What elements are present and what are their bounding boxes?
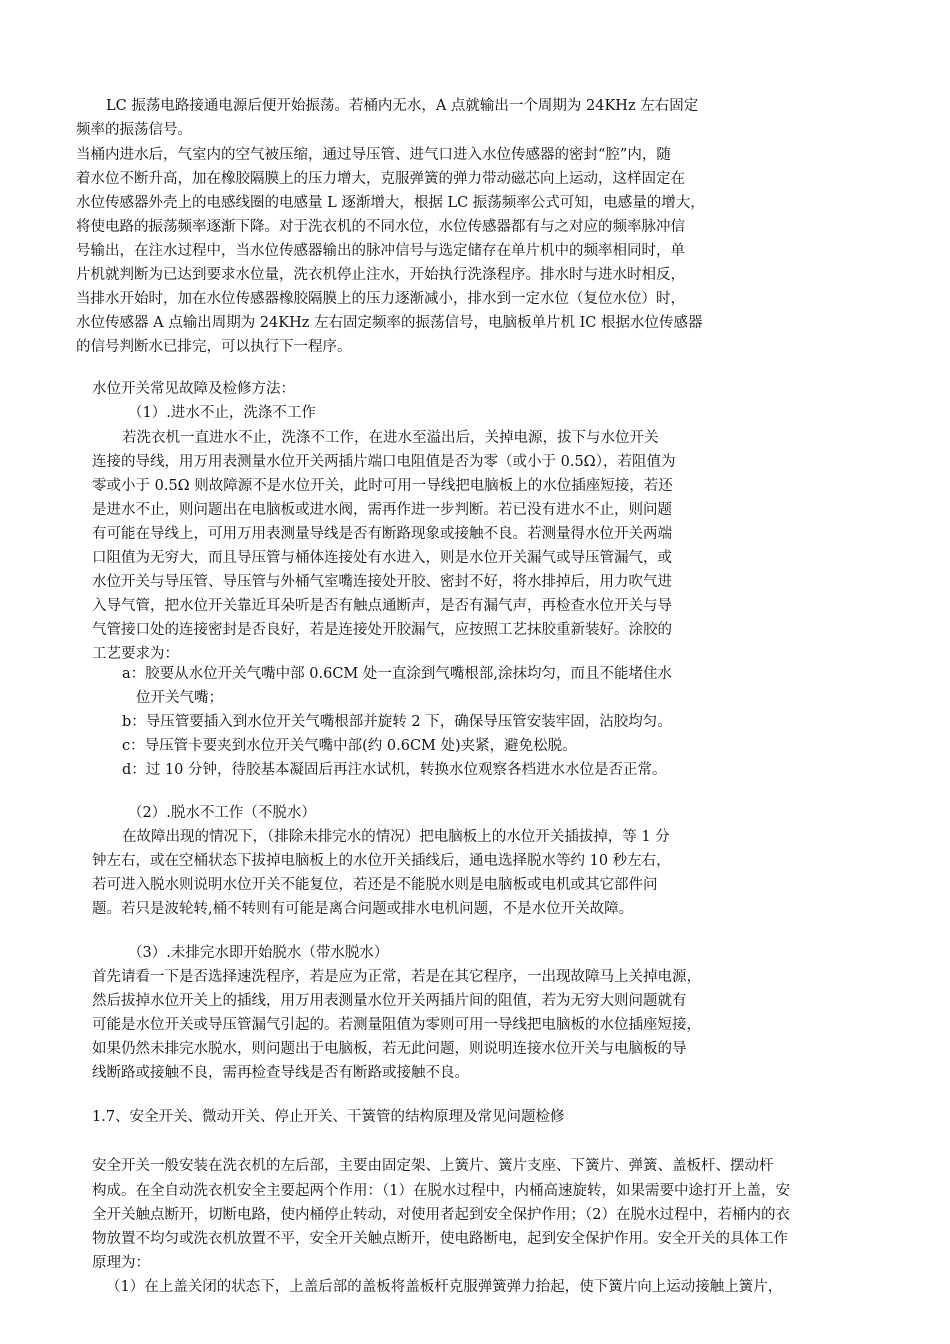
fault2-line-1: 在故障出现的情况下，（排除未排完水的情况）把电脑板上的水位开关插拔掉，等 1 分: [122, 829, 670, 845]
fault3-line-3: 可能是水位开关或导压管漏气引起的。若测量阻值为零则可用一导线把电脑板的水位插座短接，: [92, 1017, 701, 1033]
section-1-7-line-6: （1）在上盖关闭的状态下，上盖后部的盖板将盖板杆克服弹簧弹力抬起，使下簧片向上运动接触上簧片，: [106, 1279, 783, 1295]
fault3-line-2: 然后拔掉水位开关上的插线，用万用表测量水位开关两插片间的阻值，若为无穷大则问题就有: [92, 993, 687, 1009]
intro-line-11: 的信号判断水已排完，可以执行下一程序。: [76, 339, 352, 355]
fault1-line-7: 水位开关与导压管、导压管与外桶气室嘴连接处开胶、密封不好，将水排掉后，用力吹气进: [92, 574, 672, 590]
fault1-line-3: 零或小于 0.5Ω 则故障源不是水位开关，此时可用一导线把电脑板上的水位插座短接，若还: [92, 478, 673, 494]
faults-heading: 水位开关常见故障及检修方法：: [92, 381, 295, 397]
fault1-line-8: 入导气管，把水位开关靠近耳朵听是否有触点通断声，是否有漏气声，再检查水位开关与导: [92, 598, 672, 614]
fault1-item-c: c：导压管卡要夹到水位开关气嘴中部(约 0.6CM 处)夹紧，避免松脱。: [122, 738, 577, 754]
section-1-7-line-3: 全开关触点断开，切断电路，使内桶停止转动，对使用者起到安全保护作用；（2）在脱水过程中，若桶内的衣: [92, 1207, 790, 1223]
section-1-7-line-2: 构成。在全自动洗衣机安全主要起两个作用：（1）在脱水过程中，内桶高速旋转，如果需要中途打开上盖，安: [92, 1183, 790, 1199]
intro-line-1: LC 振荡电路接通电源后便开始振荡。若桶内无水，A 点就输出一个周期为 24KHz 左右固定: [106, 98, 699, 114]
fault3-line-4: 如果仍然未排完水脱水，则问题出于电脑板，若无此问题，则说明连接水位开关与电脑板的导: [92, 1041, 687, 1057]
section-1-7-line-5: 原理为：: [92, 1255, 150, 1271]
intro-line-5: 水位传感器外壳上的电感线圈的电感量 L 逐渐增大，根据 LC 振荡频率公式可知，电感量的增大，: [76, 195, 705, 211]
intro-line-6: 将使电路的振荡频率逐渐下降。对于洗衣机的不同水位，水位传感器都有与之对应的频率脉冲信: [76, 219, 685, 235]
intro-line-10: 水位传感器 A 点输出周期为 24KHz 左右固定频率的振荡信号，电脑板单片机 IC 根据水位传感器: [76, 315, 703, 331]
intro-line-2: 频率的振荡信号。: [76, 122, 192, 138]
fault3-title: （3）.未排完水即开始脱水（带水脱水）: [128, 945, 389, 961]
fault1-line-5: 有可能在导线上，可用万用表测量导线是否有断路现象或接触不良。若测量得水位开关两端: [92, 526, 672, 542]
fault2-line-4: 题。若只是波轮转,桶不转则有可能是离合问题或排水电机问题，不是水位开关故障。: [92, 901, 634, 917]
fault2-line-3: 若可进入脱水则说明水位开关不能复位，若还是不能脱水则是电脑板或电机或其它部件问: [92, 877, 658, 893]
intro-line-4: 着水位不断升高，加在橡胶隔膜上的压力增大，克服弹簧的弹力带动磁芯向上运动，这样固定在: [76, 171, 685, 187]
intro-line-8: 片机就判断为已达到要求水位量，洗衣机停止注水，开始执行洗涤程序。排水时与进水时相反，: [76, 267, 685, 283]
fault1-line-1: 若洗衣机一直进水不止，洗涤不工作，在进水至溢出后，关掉电源，拔下与水位开关: [122, 430, 659, 446]
fault3-line-5: 线断路或接触不良，需再检查导线是否有断路或接触不良。: [92, 1065, 469, 1081]
fault1-line-2: 连接的导线，用万用表测量水位开关两插片端口电阻值是否为零（或小于 0.5Ω），若阻值为: [92, 454, 676, 470]
fault1-item-d: d：过 10 分钟，待胶基本凝固后再注水试机，转换水位观察各档进水水位是否正常。: [122, 762, 667, 778]
fault1-line-4: 是进水不止，则问题出在电脑板或进水阀，需再作进一步判断。若已没有进水不止，则问题: [92, 502, 672, 518]
fault2-title: （2）.脱水不工作（不脱水）: [128, 805, 316, 821]
intro-line-3: 当桶内进水后，气室内的空气被压缩，通过导压管、进气口进入水位传感器的密封“腔”内，随: [76, 147, 671, 163]
fault3-line-1: 首先请看一下是否选择速洗程序，若是应为正常，若是在其它程序，一出现故障马上关掉电源，: [92, 969, 701, 985]
fault1-line-10: 工艺要求为：: [92, 646, 179, 662]
section-1-7-line-4: 物放置不均匀或洗衣机放置不平，安全开关触点断开，使电路断电，起到安全保护作用。安全开关的具体工作: [92, 1231, 788, 1247]
fault1-item-a: a：胶要从水位开关气嘴中部 0.6CM 处一直涂到气嘴根部,涂抹均匀，而且不能堵住水: [122, 666, 672, 682]
fault2-line-2: 钟左右，或在空桶状态下拔掉电脑板上的水位开关插线后，通电选择脱水等约 10 秒左右，: [92, 853, 671, 869]
fault1-line-9: 气管接口处的连接密封是否良好，若是连接处开胶漏气，应按照工艺抹胶重新装好。涂胶的: [92, 622, 672, 638]
section-1-7-line-1: 安全开关一般安装在洗衣机的左后部，主要由固定架、上簧片、簧片支座、下簧片、弹簧、盖板杆、摆动杆: [92, 1158, 774, 1174]
fault1-title: （1）.进水不止，洗涤不工作: [128, 405, 316, 421]
intro-line-9: 当排水开始时，加在水位传感器橡胶隔膜上的压力逐渐减小，排水到一定水位（复位水位）时，: [76, 291, 685, 307]
fault1-item-a-cont: 位开关气嘴；: [136, 690, 223, 706]
intro-line-7: 号输出，在注水过程中，当水位传感器输出的脉冲信号与选定储存在单片机中的频率相同时，单: [76, 243, 685, 259]
fault1-item-b: b：导压管要插入到水位开关气嘴根部并旋转 2 下，确保导压管安装牢固，沾胶均匀。: [122, 714, 672, 730]
fault1-line-6: 口阻值为无穷大，而且导压管与桶体连接处有水进入，则是水位开关漏气或导压管漏气，或: [92, 550, 672, 566]
section-1-7-heading: 1.7、安全开关、微动开关、停止开关、干簧管的结构原理及常见问题检修: [92, 1109, 565, 1125]
